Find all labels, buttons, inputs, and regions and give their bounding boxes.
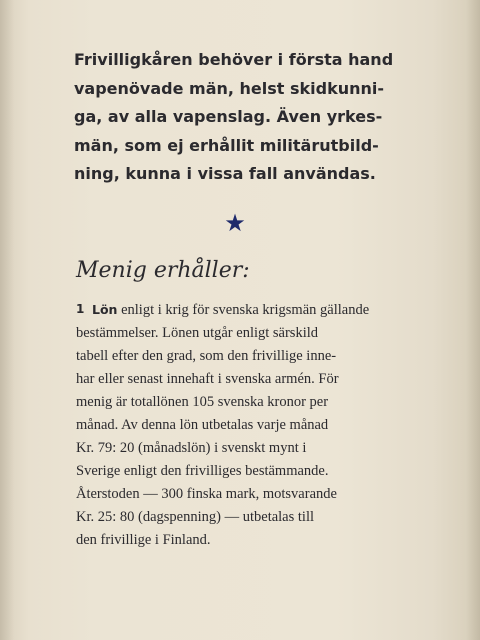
item-line: månad. Av denna lön utbetalas varje månad xyxy=(76,417,329,433)
page-edge-right xyxy=(466,0,480,640)
intro-line: vapenövade män, helst skidkunni- xyxy=(74,78,385,98)
list-item xyxy=(76,298,416,552)
item-line: Kr. 79: 20 (månadslön) i svenskt mynt i xyxy=(76,440,307,456)
intro-line: män, som ej erhållit militärutbild- xyxy=(74,135,379,155)
item-keyword: Lön xyxy=(92,302,118,317)
item-line: Kr. 25: 80 (dagspenning) — utbetalas till xyxy=(76,509,315,525)
section-heading: Menig erhåller: xyxy=(76,258,250,283)
item-first-line-text: enligt i krig för svenska krigsmän gällande xyxy=(117,302,370,318)
intro-line: ga, av alla vapenslag. Även yrkes- xyxy=(74,107,383,126)
intro-paragraph xyxy=(74,46,404,189)
page-edge-left xyxy=(0,0,14,640)
item-line: den frivillige i Finland. xyxy=(76,532,211,548)
star-icon: ★ xyxy=(224,209,246,237)
intro-line: Frivilligkåren behöver i första hand xyxy=(74,50,394,69)
item-line: Återstoden — 300 finska mark, motsvarande xyxy=(76,486,337,502)
item-line: har eller senast innehaft i svenska armén. För xyxy=(76,371,339,387)
item-first-line xyxy=(76,298,416,322)
intro-line: ning, kunna i vissa fall användas. xyxy=(74,164,376,183)
item-line: bestämmelser. Lönen utgår enligt särskild xyxy=(76,325,319,341)
item-number: 1 xyxy=(76,302,85,316)
item-line: tabell efter den grad, som den frivillige inne- xyxy=(76,348,337,364)
item-line: menig är totallönen 105 svenska kronor per xyxy=(76,394,329,410)
item-line: Sverige enligt den frivilliges bestämmande. xyxy=(76,463,329,479)
